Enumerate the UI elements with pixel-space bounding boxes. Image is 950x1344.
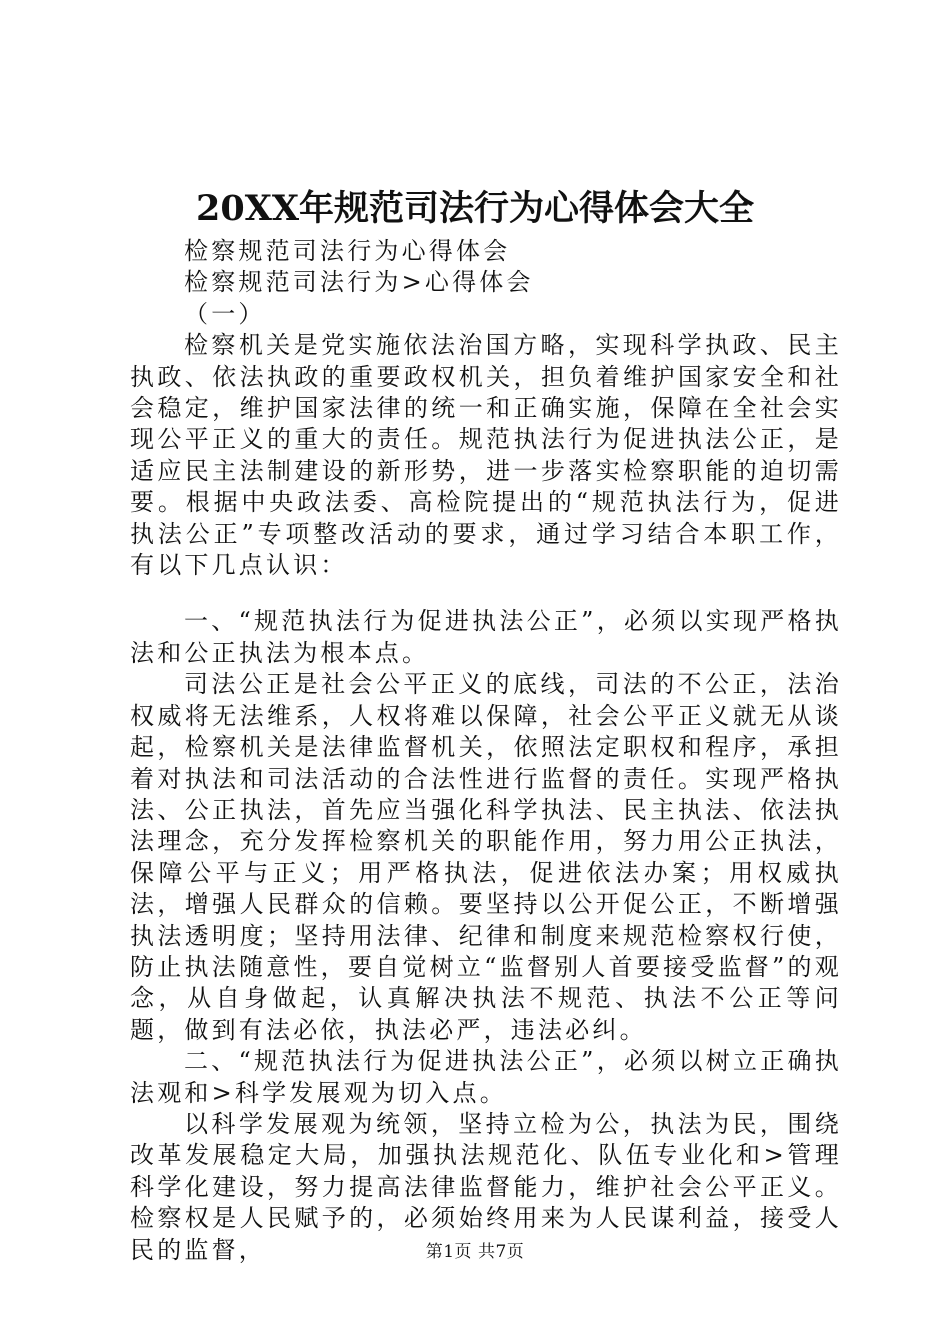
page-number-footer: 第1页 共7页 xyxy=(425,1242,525,1262)
body-paragraph: 以科学发展观为统领，坚持立检为公，执法为民，围绕改革发展稳定大局，加强执法规范化、队伍专业化和>管理科学化建设，努力提高法律监督能力，维护社会公平正义。检察权是人民赋予的，必须始终用来为人民谋利益，接受人民的监督， xyxy=(130,1109,842,1264)
subtitle-line: 检察规范司法行为心得体会 xyxy=(184,237,511,265)
document-title: 20XX年规范司法行为心得体会大全 xyxy=(195,188,755,229)
section-heading: 二、“规范执法行为促进执法公正”，必须以树立正确执法观和>科学发展观为切入点。 xyxy=(130,1047,842,1107)
section-marker: （一） xyxy=(184,299,266,328)
section-heading: 一、“规范执法行为促进执法公正”，必须以实现严格执法和公正执法为根本点。 xyxy=(130,607,842,667)
body-paragraph: 检察机关是党实施依法治国方略，实现科学执政、民主执政、依法执政的重要政权机关，担负着维护国家安全和社会稳定，维护国家法律的统一和正确实施，保障在全社会实现公平正义的重大的责任。规范执法行为促进执法公正，是适应民主法制建设的新形势，进一步落实检察职能的迫切需要。根据中央政法委、高检院提出的“规范执法行为，促进执法公正”专项整改活动的要求，通过学习结合本职工作，有以下几点认识： xyxy=(130,331,842,580)
body-paragraph: 司法公正是社会公平正义的底线，司法的不公正，法治权威将无法维系，人权将难以保障，社会公平正义就无从谈起，检察机关是法律监督机关，依照法定职权和程序，承担着对执法和司法活动的合法性进行监督的责任。实现严格执法、公正执法，首先应当强化科学执法、民主执法、依法执法理念，充分发挥检察机关的职能作用，努力用公正执法，保障公平与正义；用严格执法，促进依法办案；用权威执法，增强人民群众的信赖。要坚持以公开促公正，不断增强执法透明度；坚持用法律、纪律和制度来规范检察权行使，防止执法随意性，要自觉树立“监督别人首要接受监督”的观念，从自身做起，认真解决执法不规范、执法不公正等问题，做到有法必依，执法必严，违法必纠。 xyxy=(130,670,842,1044)
subtitle-line: 检察规范司法行为>心得体会 xyxy=(184,268,534,297)
document-body xyxy=(130,236,842,1266)
